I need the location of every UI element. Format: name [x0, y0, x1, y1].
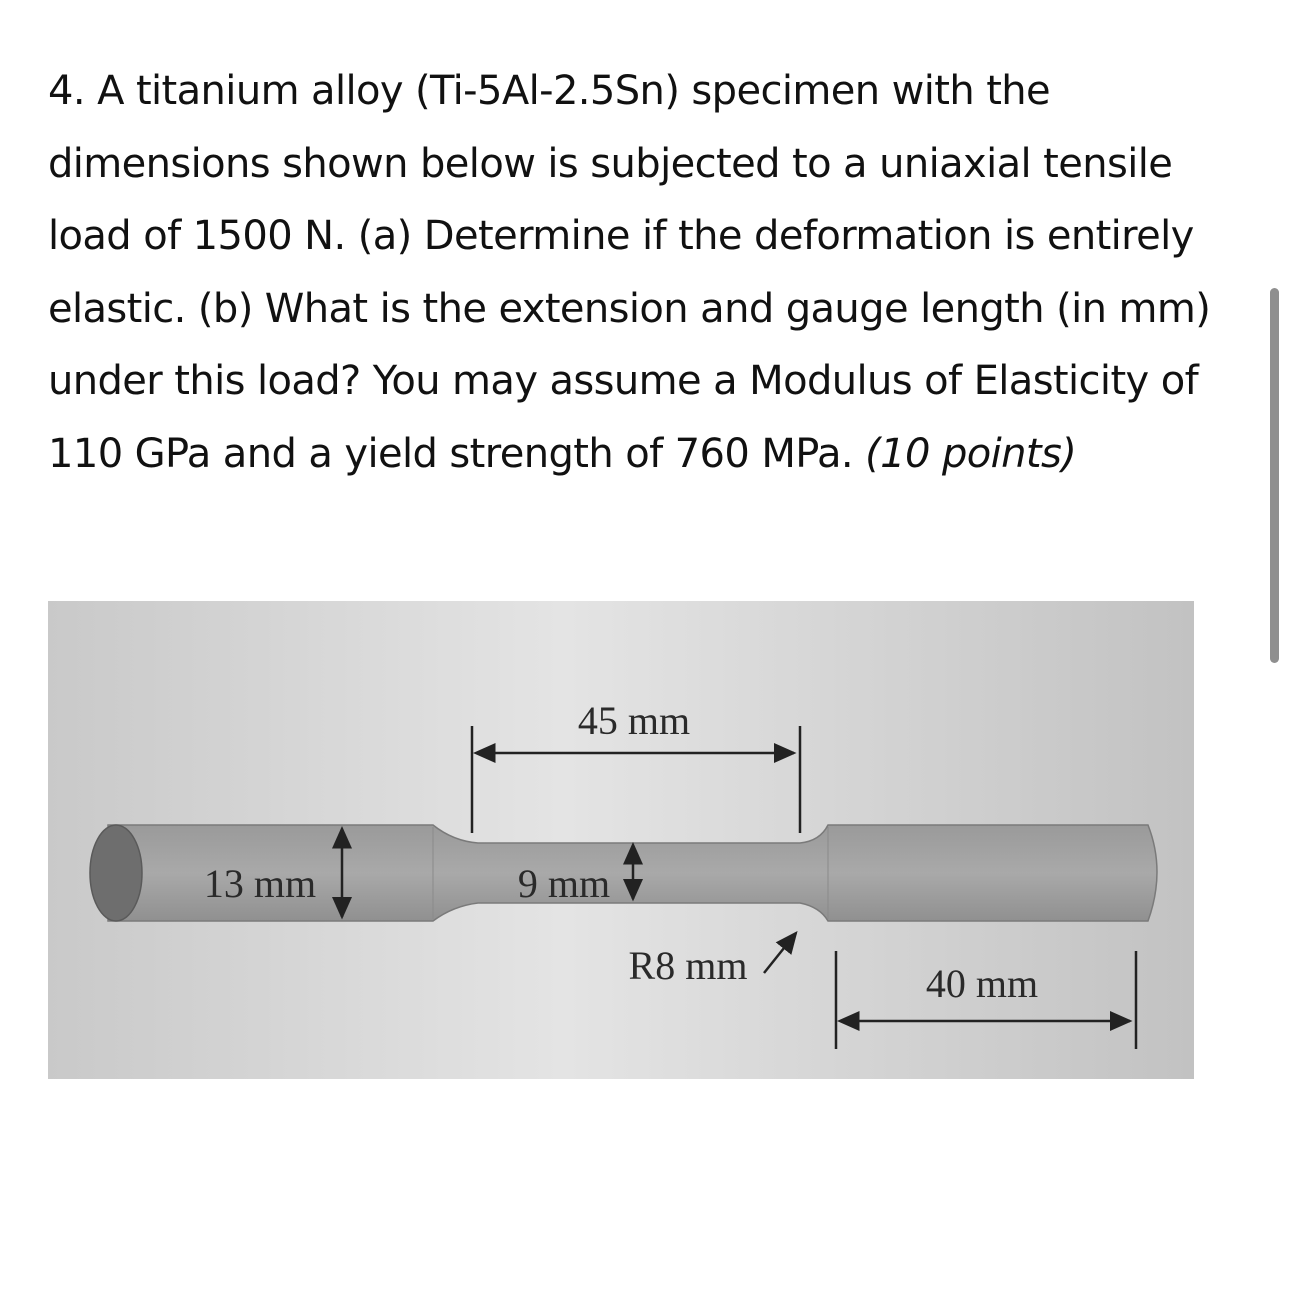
question-body: 4. A titanium alloy (Ti-5Al-2.5Sn) specimen with the dimensions shown below is subjected to a uniaxial tensile load of 1500 N. (a) Determine if the deformation is entirely elastic. (b) What is the extension and gauge length (in mm) under this load? You may assume a Modulus of Elasticity of 110 GPa and a yield strength of 760 MPa.	[48, 68, 1211, 477]
grip-length-label: 40 mm	[925, 961, 1039, 1006]
specimen-figure	[48, 601, 1194, 1079]
fillet-radius-label: R8 mm	[628, 943, 748, 988]
gauge-diameter-label: 9 mm	[517, 861, 611, 906]
specimen-end-face	[90, 825, 142, 921]
question-text	[48, 55, 1248, 490]
grip-diameter-label: 13 mm	[203, 861, 317, 906]
vertical-scrollbar[interactable]	[1270, 288, 1279, 663]
gauge-length-label: 45 mm	[577, 698, 691, 743]
specimen-diagram	[48, 601, 1194, 1079]
question-points: (10 points)	[865, 430, 1077, 477]
